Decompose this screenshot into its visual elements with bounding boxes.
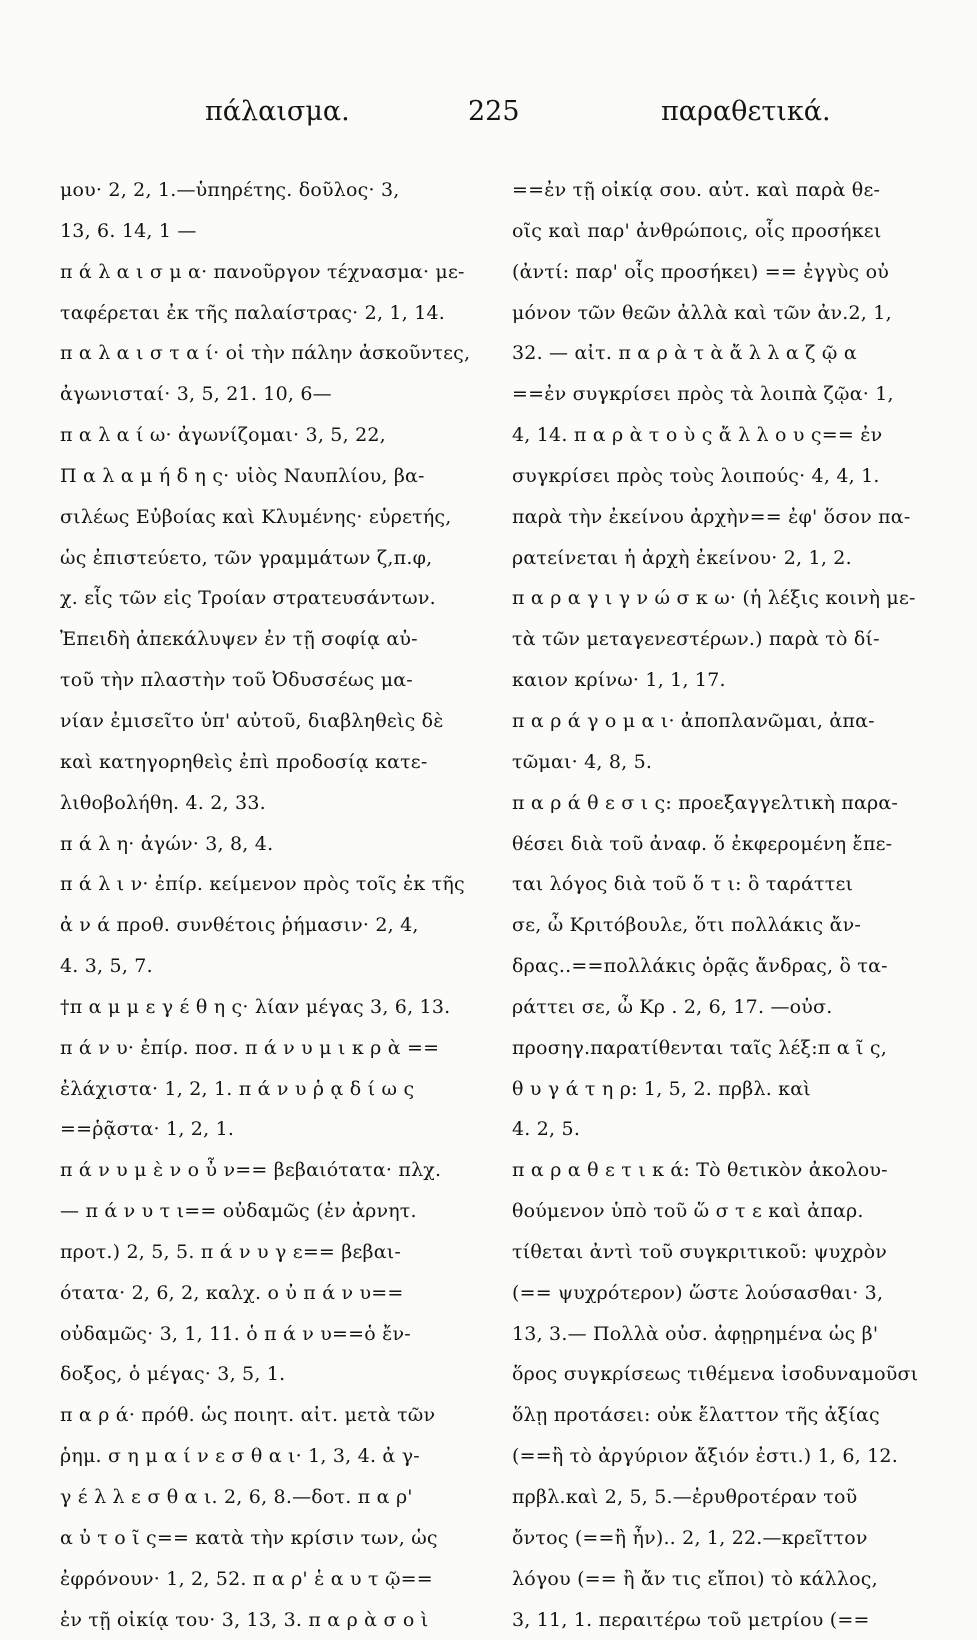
text-line: Ἐπειδὴ ἀπεκάλυψεν ἐν τῇ σοφίᾳ αὐ-: [60, 628, 418, 651]
text-line: οὐδαμῶς· 3, 1, 11. ὁ π ά ν υ==ὁ ἔν-: [60, 1322, 411, 1345]
text-line: ἀγωνισταί· 3, 5, 21. 10, 6—: [60, 383, 332, 406]
text-line: (== ψυχρότερον) ὥστε λούσασθαι· 3,: [512, 1281, 884, 1304]
right-column: [512, 170, 937, 1640]
text-line: 13, 3.— Πολλὰ οὐσ. ἀφῃρημένα ὡς β': [512, 1322, 879, 1345]
text-line: σε, ὦ Κριτόβουλε, ὅτι πολλάκις ἄν-: [512, 914, 862, 937]
text-line: 13, 6. 14, 1 —: [60, 219, 197, 242]
text-line: μόνον τῶν θεῶν ἀλλὰ καὶ τῶν ἀν.2, 1,: [512, 301, 892, 324]
text-line: π ά λ ι ν· ἐπίρ. κείμενον πρὸς τοῖς ἐκ τῆς: [60, 873, 465, 896]
text-line: π α ρ ά· πρόθ. ὡς ποιητ. αἰτ. μετὰ τῶν: [60, 1404, 436, 1427]
text-line: μου· 2, 2, 1.—ὑπηρέτης. δοῦλος· 3,: [60, 179, 400, 201]
text-line: — π ά ν υ τ ι== οὐδαμῶς (ἐν ἀρνητ.: [60, 1200, 417, 1223]
text-line: νίαν ἐμισεῖτο ὑπ' αὐτοῦ, διαβληθεὶς δὲ: [60, 709, 444, 732]
text-line: ὅρος συγκρίσεως τιθέμενα ἰσοδυναμοῦσι: [512, 1363, 919, 1386]
text-line: δοξος, ὁ μέγας· 3, 5, 1.: [60, 1363, 286, 1386]
text-line: καιον κρίνω· 1, 1, 17.: [512, 669, 726, 692]
text-line: ==ἐν τῇ οἰκίᾳ σου. αὐτ. καὶ παρὰ θε-: [512, 179, 881, 201]
text-line: π α λ α ί ω· ἀγωνίζομαι· 3, 5, 22,: [60, 424, 386, 447]
text-line: ἐφρόνουν· 1, 2, 52. π α ρ' ἑ α υ τ ῷ==: [60, 1567, 433, 1590]
text-line: π α ρ α θ ε τ ι κ ά: Τὸ θετικὸν ἀκολου-: [512, 1159, 888, 1182]
page-number: 225: [468, 96, 520, 127]
text-line: θέσει διὰ τοῦ ἀναφ. ὅ ἐκφερομένη ἔπε-: [512, 832, 893, 855]
text-line: π α ρ α γ ι γ ν ώ σ κ ω· (ἡ λέξις κοινὴ με-: [512, 587, 916, 610]
text-line: ράττει σε, ὦ Κρ . 2, 6, 17. —οὐσ.: [512, 995, 833, 1018]
left-column: [60, 170, 485, 1640]
text-line: προτ.) 2, 5, 5. π ά ν υ γ ε== βεβαι-: [60, 1240, 402, 1263]
text-line: †π α μ μ ε γ έ θ η ς· λίαν μέγας 3, 6, 13.: [60, 995, 451, 1018]
text-line: χ. εἷς τῶν εἰς Τροίαν στρατευσάντων.: [60, 587, 436, 610]
text-line: π ά ν υ· ἐπίρ. ποσ. π ά ν υ μ ι κ ρ ὰ ==: [60, 1036, 440, 1059]
running-head-left: πάλαισμα.: [205, 96, 350, 127]
text-line: τίθεται ἀντὶ τοῦ συγκριτικοῦ: ψυχρὸν: [512, 1240, 887, 1263]
text-line: λιθοβολήθη. 4. 2, 33.: [60, 791, 266, 814]
text-line: 4, 14. π α ρ ὰ τ ο ὺ ς ἄ λ λ ο υ ς== ἐν: [512, 424, 883, 447]
text-line: ἐν τῇ οἰκίᾳ του· 3, 13, 3. π α ρ ὰ σ ο ὶ: [60, 1608, 429, 1631]
text-line: ὅλῃ προτάσει: οὐκ ἔλαττον τῆς ἀξίας: [512, 1404, 880, 1427]
text-line: οῖς καὶ παρ' ἀνθρώποις, οἷς προσήκει: [512, 219, 882, 242]
text-line: π α λ α ι σ τ α ί· οἱ τὴν πάλην ἀσκοῦντες,: [60, 342, 471, 365]
text-line: π α ρ ά γ ο μ α ι· ἀποπλανῶμαι, ἀπα-: [512, 709, 875, 732]
text-line: θ υ γ ά τ η ρ: 1, 5, 2. πρβλ. καὶ: [512, 1077, 811, 1100]
text-line: συγκρίσει πρὸς τοὺς λοιπούς· 4, 4, 1.: [512, 464, 880, 487]
text-line: δρας..==πολλάκις ὁρᾷς ἄνδρας, ὃ τα-: [512, 955, 888, 978]
text-line: ταφέρεται ἐκ τῆς παλαίστρας· 2, 1, 14.: [60, 301, 446, 324]
running-head-right: παραθετικά.: [661, 96, 831, 127]
text-line: θούμενον ὑπὸ τοῦ ὥ σ τ ε καὶ ἀπαρ.: [512, 1200, 864, 1223]
text-line: 4. 2, 5.: [512, 1118, 581, 1141]
text-line: π α ρ ά θ ε σ ι ς: προεξαγγελτικὴ παρα-: [512, 791, 899, 814]
text-line: ==ῥᾷστα· 1, 2, 1.: [60, 1118, 235, 1141]
text-line: ότατα· 2, 6, 2, καλχ. ο ὐ π ά ν υ==: [60, 1281, 404, 1304]
text-line: ὄντος (==ἢ ἦν).. 2, 1, 22.—κρεῖττον: [512, 1526, 868, 1549]
text-line: τῶμαι· 4, 8, 5.: [512, 750, 653, 773]
text-line: π ά λ α ι σ μ α· πανοῦργον τέχνασμα· με-: [60, 260, 465, 283]
text-line: ἀ ν ά προθ. συνθέτοις ῥήμασιν· 2, 4,: [60, 914, 419, 937]
text-line: π ά ν υ μ ὲ ν ο ὖ ν== βεβαιότατα· πλχ.: [60, 1159, 442, 1182]
text-line: παρὰ τὴν ἐκείνου ἀρχὴν== ἐφ' ὅσον πα-: [512, 505, 911, 528]
text-line: π ά λ η· ἀγών· 3, 8, 4.: [60, 832, 274, 855]
text-line: 32. — αἰτ. π α ρ ὰ τ ὰ ἄ λ λ α ζ ῷ α: [512, 342, 857, 365]
text-line: (==ἢ τὸ ἀργύριον ἄξιόν ἐστι.) 1, 6, 12.: [512, 1445, 898, 1468]
text-line: τοῦ τὴν πλαστὴν τοῦ Ὀδυσσέως μα-: [60, 669, 413, 692]
text-line: λόγου (== ἢ ἄν τις εἴποι) τὸ κάλλος,: [512, 1567, 878, 1590]
text-line: ==ἐν συγκρίσει πρὸς τὰ λοιπὰ ζῷα· 1,: [512, 383, 894, 406]
text-line: ἐλάχιστα· 1, 2, 1. π ά ν υ ῥ ᾳ δ ί ω ς: [60, 1077, 415, 1100]
text-line: γ έ λ λ ε σ θ α ι. 2, 6, 8.—δοτ. π α ρ': [60, 1486, 413, 1508]
text-line: ται λόγος διὰ τοῦ ὅ τ ι: ὃ ταράττει: [512, 873, 854, 896]
text-line: τὰ τῶν μεταγενεστέρων.) παρὰ τὸ δί-: [512, 628, 880, 651]
text-line: ὡς ἐπιστεύετο, τῶν γραμμάτων ζ,π.φ,: [60, 546, 433, 569]
text-line: σιλέως Εὐβοίας καὶ Κλυμένης· εὑρετής,: [60, 505, 452, 528]
text-line: Π α λ α μ ή δ η ς· υἱὸς Ναυπλίου, βα-: [60, 464, 425, 487]
text-line: ρατείνεται ἡ ἀρχὴ ἐκείνου· 2, 1, 2.: [512, 546, 852, 569]
text-line: α ὐ τ ο ῖ ς== κατὰ τὴν κρίσιν των, ὡς: [60, 1526, 438, 1549]
text-line: ῥημ. σ η μ α ί ν ε σ θ α ι· 1, 3, 4. ἀ γ-: [60, 1445, 420, 1468]
text-line: προσηγ.παρατίθενται ταῖς λέξ:π α ῖ ς,: [512, 1036, 887, 1059]
text-line: (ἀντί: παρ' οἷς προσήκει) == ἐγγὺς οὐ: [512, 260, 889, 283]
text-line: 3, 11, 1. περαιτέρω τοῦ μετρίου (==: [512, 1608, 870, 1631]
text-line: 4. 3, 5, 7.: [60, 955, 153, 978]
text-line: καὶ κατηγορηθεὶς ἐπὶ προδοσίᾳ κατε-: [60, 750, 428, 773]
text-line: πρβλ.καὶ 2, 5, 5.—ἐρυθροτέραν τοῦ: [512, 1486, 858, 1508]
